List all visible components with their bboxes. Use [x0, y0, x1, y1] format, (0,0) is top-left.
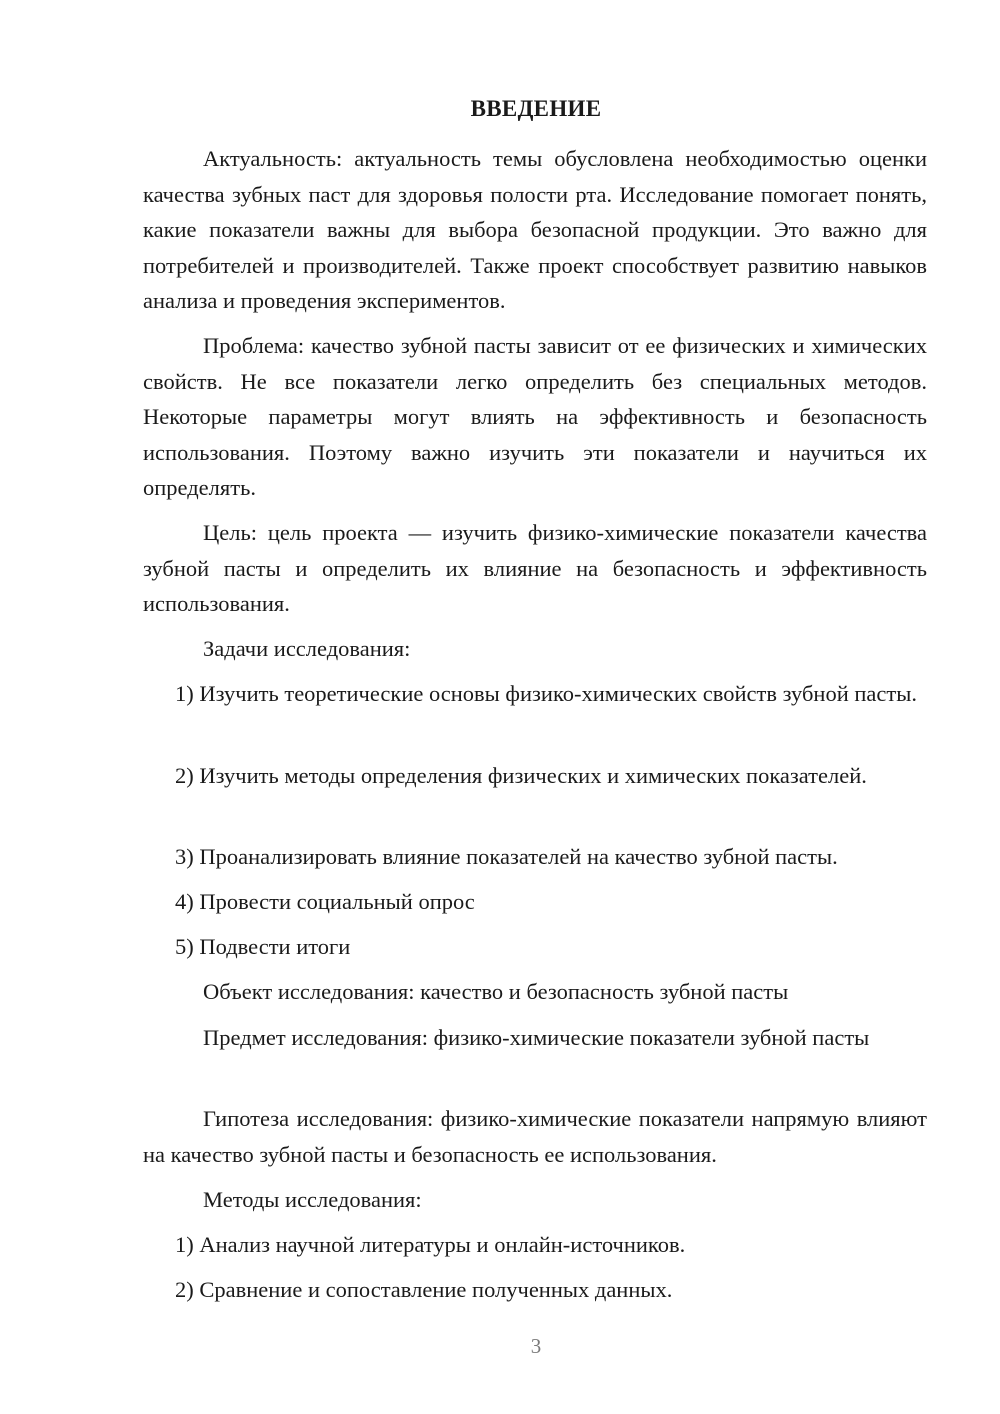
tasks-heading: Задачи исследования:: [203, 636, 411, 661]
paragraph-hypothesis: Гипотеза исследования: физико-химические показатели напрямую влияют на качество зубной пасты и безопасность ее использования.: [143, 1106, 927, 1167]
methods-heading: Методы исследования:: [203, 1187, 422, 1212]
method-item-1: 1) Анализ научной литературы и онлайн-источников.: [175, 1232, 686, 1257]
task-item-3: 3) Проанализировать влияние показателей на качество зубной пасты.: [175, 844, 838, 869]
method-item-2: 2) Сравнение и сопоставление полученных данных.: [175, 1277, 673, 1302]
task-item-2: 2) Изучить методы определения физических и химических показателей.: [175, 763, 867, 788]
paragraph-problem: Проблема: качество зубной пасты зависит от ее физических и химических свойств. Не все показатели легко определить без специальных методов. Некоторые параметры могут влиять на эффективность и безопасность использования. Поэтому важно изучить эти показатели и научиться их определять.: [143, 333, 927, 500]
paragraph-goal: Цель: цель проекта — изучить физико-химические показатели качества зубной пасты и определить их влияние на безопасность и эффективность использования.: [143, 520, 927, 616]
section-title: ВВЕДЕНИЕ: [470, 96, 602, 121]
page-number: 3: [530, 1334, 542, 1358]
task-item-4: 4) Провести социальный опрос: [175, 889, 475, 914]
paragraph-object: Объект исследования: качество и безопасность зубной пасты: [203, 979, 789, 1004]
task-item-5: 5) Подвести итоги: [175, 934, 351, 959]
paragraph-subject: Предмет исследования: физико-химические показатели зубной пасты: [203, 1025, 870, 1050]
task-item-1: 1) Изучить теоретические основы физико-химических свойств зубной пасты.: [175, 681, 917, 706]
paragraph-relevance: Актуальность: актуальность темы обусловлена необходимостью оценки качества зубных паст для здоровья полости рта. Исследование помогает понять, какие показатели важны для выбора безопасной продукции. Это важно для потребителей и производителей. Также проект способствует развитию навыков анализа и проведения экспериментов.: [143, 146, 927, 313]
